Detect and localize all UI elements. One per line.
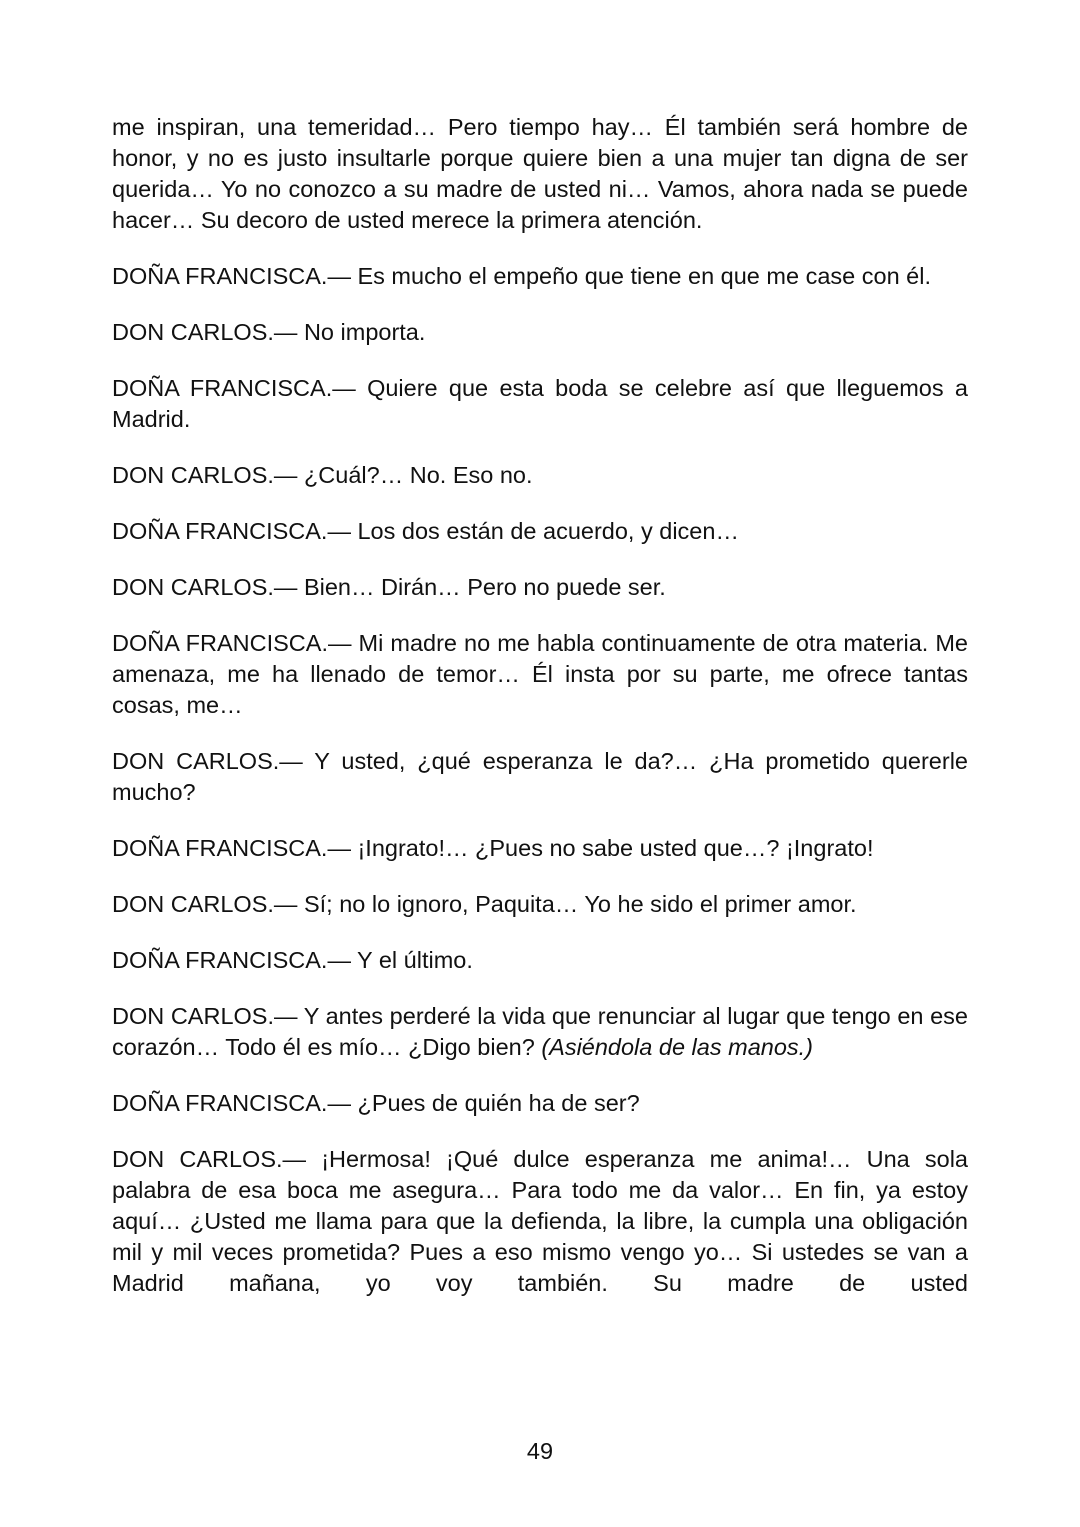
dialogue-text: Sí; no lo ignoro, Paquita… Yo he sido el primer amor.	[297, 891, 857, 917]
dialogue-text: Mi madre no me habla continuamente de otra materia. Me amenaza, me ha llenado de temor… Él insta por su parte, me ofrece tantas cosas, me…	[112, 630, 968, 718]
dialogue-line	[112, 889, 968, 920]
speaker-name: DON CARLOS.—	[112, 748, 303, 774]
paragraph-continuation	[112, 112, 968, 236]
dialogue-text: No importa.	[297, 319, 426, 345]
page-body	[112, 112, 968, 1324]
dialogue-text: Bien… Dirán… Pero no puede ser.	[297, 574, 666, 600]
speaker-name: DOÑA FRANCISCA.—	[112, 263, 351, 289]
dialogue-line	[112, 1001, 968, 1063]
dialogue-line	[112, 317, 968, 348]
dialogue-line	[112, 945, 968, 976]
speaker-name: DON CARLOS.—	[112, 1003, 298, 1029]
speaker-name: DON CARLOS.—	[112, 1146, 307, 1172]
page-number: 49	[526, 1438, 554, 1464]
dialogue-line	[112, 572, 968, 603]
dialogue-line	[112, 833, 968, 864]
dialogue-line	[112, 746, 968, 808]
speaker-name: DON CARLOS.—	[112, 891, 298, 917]
speaker-name: DOÑA FRANCISCA.—	[112, 835, 351, 861]
paragraph-text: me inspiran, una temeridad… Pero tiempo hay… Él también será hombre de honor, y no es justo insultarle porque quiere bien a una mujer tan digna de ser querida… Yo no conozco a su madre de usted ni… Vamos, ahora nada se puede hacer… Su decoro de usted merece la primera atención.	[112, 114, 968, 233]
dialogue-text: ¿Cuál?… No. Eso no.	[297, 462, 533, 488]
speaker-name: DON CARLOS.—	[112, 462, 298, 488]
dialogue-line	[112, 1088, 968, 1119]
dialogue-line	[112, 628, 968, 721]
speaker-name: DOÑA FRANCISCA.—	[112, 1090, 351, 1116]
dialogue-text: ¿Pues de quién ha de ser?	[350, 1090, 640, 1116]
dialogue-text: Y antes perderé la vida que renunciar al lugar que tengo en ese corazón… Todo él es mío… ¿Digo bien?	[112, 1003, 968, 1060]
speaker-name: DOÑA FRANCISCA.—	[112, 518, 351, 544]
dialogue-line	[112, 460, 968, 491]
dialogue-text: Y usted, ¿qué esperanza le da?… ¿Ha prometido quererle mucho?	[112, 748, 968, 805]
stage-direction: (Asiéndola de las manos.)	[541, 1034, 814, 1060]
dialogue-text: Quiere que esta boda se celebre así que lleguemos a Madrid.	[112, 375, 969, 432]
dialogue-text: ¡Ingrato!… ¿Pues no sabe usted que…? ¡Ingrato!	[350, 835, 874, 861]
dialogue-line	[112, 1144, 968, 1299]
dialogue-text: Es mucho el empeño que tiene en que me case con él.	[350, 263, 931, 289]
speaker-name: DOÑA FRANCISCA.—	[112, 947, 351, 973]
dialogue-line	[112, 261, 968, 292]
speaker-name: DON CARLOS.—	[112, 319, 298, 345]
dialogue-line	[112, 516, 968, 547]
dialogue-line	[112, 373, 968, 435]
dialogue-text: ¡Hermosa! ¡Qué dulce esperanza me anima!… Una sola palabra de esa boca me asegura… Para todo me da valor… En fin, ya estoy aquí… ¿Usted me llama para que la defienda, la libre, la cumpla una obligación mil y mil veces prometida? Pues a eso mismo vengo yo… Si ustedes se van a Madrid mañana, yo voy también. Su madre de usted	[112, 1146, 968, 1296]
speaker-name: DON CARLOS.—	[112, 574, 298, 600]
speaker-name: DOÑA FRANCISCA.—	[112, 375, 356, 401]
dialogue-text: Y el último.	[350, 947, 473, 973]
dialogue-text: Los dos están de acuerdo, y dicen…	[350, 518, 739, 544]
speaker-name: DOÑA FRANCISCA.—	[112, 630, 352, 656]
